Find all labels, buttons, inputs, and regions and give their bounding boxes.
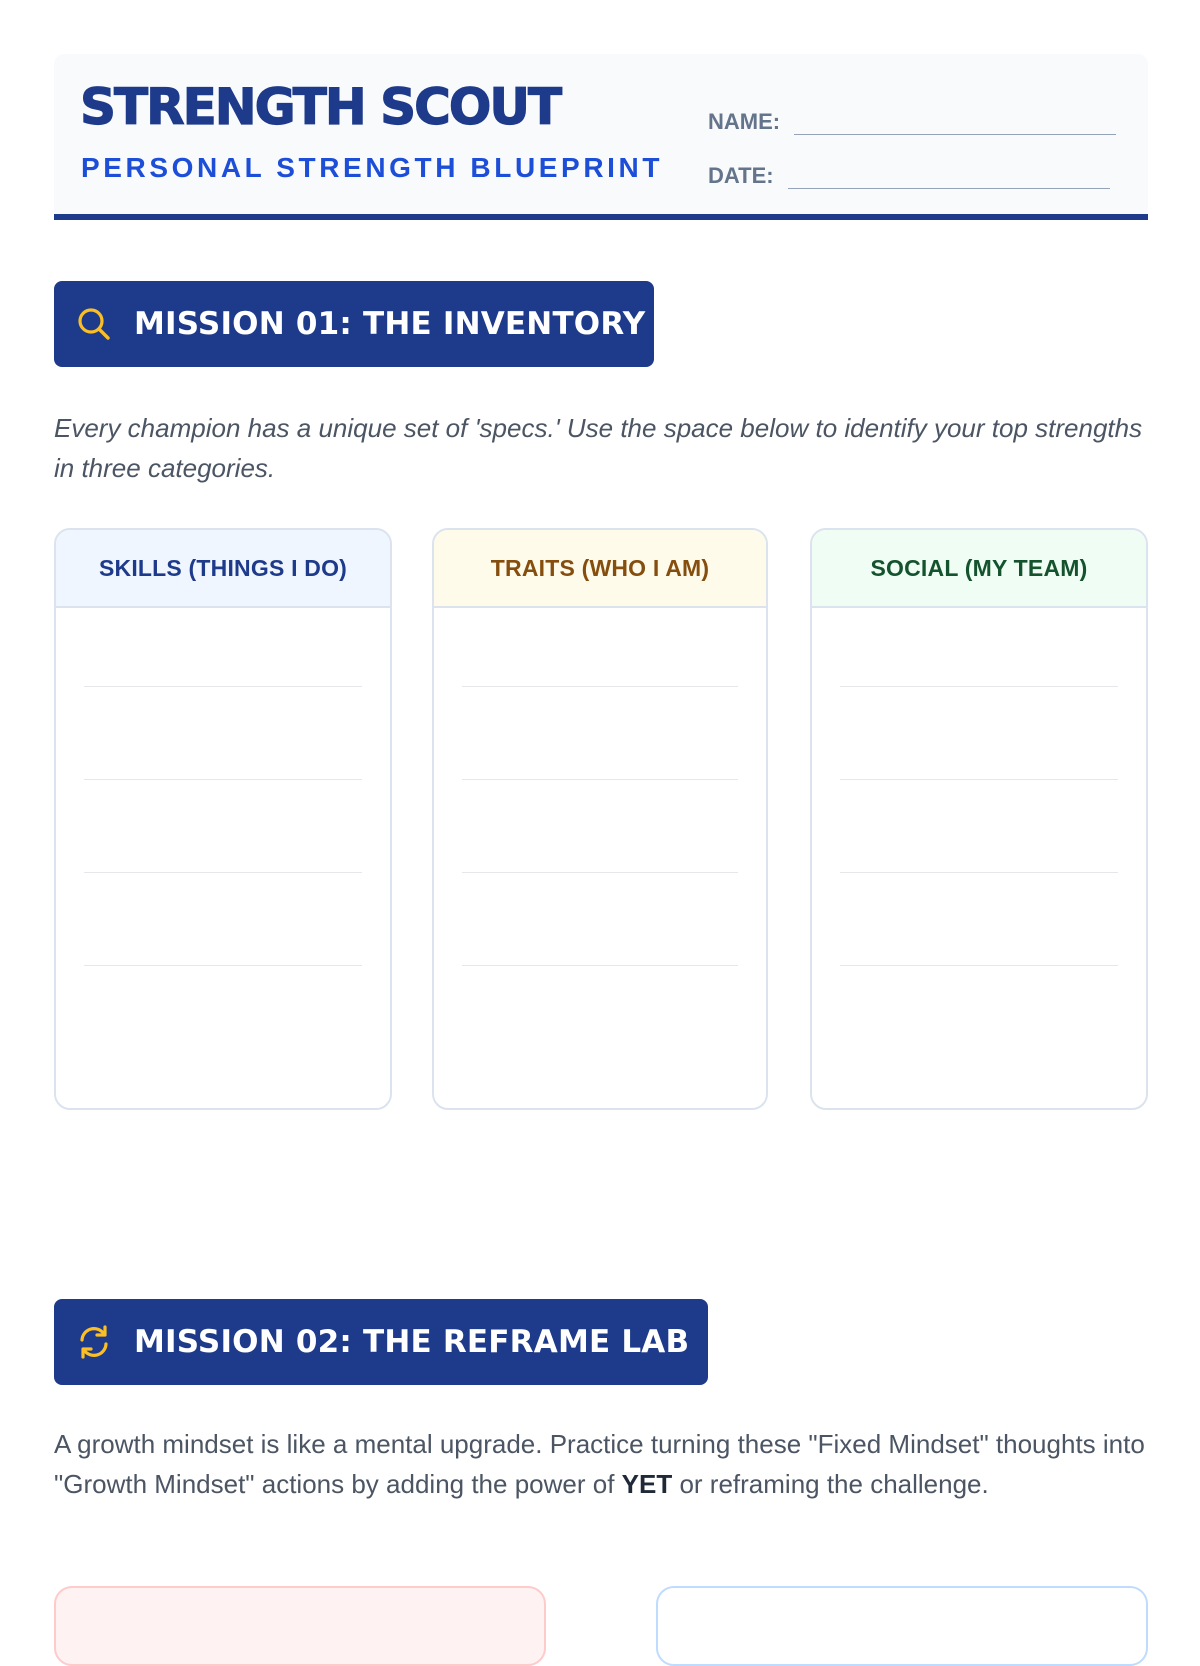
mission-01-intro: Every champion has a unique set of 'specs.' Use the space below to identify your top strengths in three categories.	[54, 413, 1143, 483]
date-input-line[interactable]	[788, 158, 1110, 189]
mission-01-title: MISSION 01: THE INVENTORY	[134, 306, 646, 342]
skills-write-line[interactable]	[84, 779, 362, 780]
social-write-line[interactable]	[840, 779, 1118, 780]
mission-02-title: MISSION 02: THE REFRAME LAB	[134, 1324, 690, 1360]
growth-mindset-card	[656, 1586, 1148, 1666]
worksheet-title: STRENGTH SCOUT	[80, 78, 561, 136]
mission-01-banner	[54, 281, 654, 367]
date-field	[708, 158, 1110, 189]
worksheet-page	[54, 54, 1148, 1499]
skills-write-line[interactable]	[84, 686, 362, 687]
mission-02-intro-emphasis: YET	[621, 1469, 673, 1499]
social-write-line[interactable]	[840, 872, 1118, 873]
traits-write-line[interactable]	[462, 872, 738, 873]
mission-02-intro-text: A growth mindset is like a mental upgrade. Practice turning these "Fixed Mindset" thoughts into "Growth Mindset" actions by adding the power of	[54, 1429, 1145, 1499]
skills-column-header: SKILLS (THINGS I DO)	[56, 530, 390, 608]
social-write-line[interactable]	[840, 686, 1118, 687]
traits-write-line[interactable]	[462, 686, 738, 687]
search-icon	[74, 304, 114, 344]
skills-column	[54, 528, 392, 1110]
skills-write-line[interactable]	[84, 872, 362, 873]
inventory-columns	[54, 528, 1148, 1110]
mission-02-intro	[54, 1424, 1148, 1504]
social-column	[810, 528, 1148, 1110]
traits-write-line[interactable]	[462, 779, 738, 780]
social-column-header: SOCIAL (MY TEAM)	[812, 530, 1146, 608]
traits-column	[432, 528, 768, 1110]
mission-02-banner	[54, 1299, 708, 1385]
worksheet-subtitle: PERSONAL STRENGTH BLUEPRINT	[81, 152, 664, 183]
name-field	[708, 104, 1116, 135]
skills-write-line[interactable]	[84, 965, 362, 966]
social-write-line[interactable]	[840, 965, 1118, 966]
refresh-icon	[74, 1322, 114, 1362]
mission-02-intro-text-end: or reframing the challenge.	[672, 1469, 989, 1499]
date-label: DATE:	[708, 163, 774, 188]
traits-write-line[interactable]	[462, 965, 738, 966]
fixed-mindset-card	[54, 1586, 546, 1666]
traits-column-header: TRAITS (WHO I AM)	[434, 530, 766, 608]
worksheet-header	[54, 54, 1148, 220]
name-label: NAME:	[708, 109, 781, 134]
name-input-line[interactable]	[794, 104, 1116, 135]
